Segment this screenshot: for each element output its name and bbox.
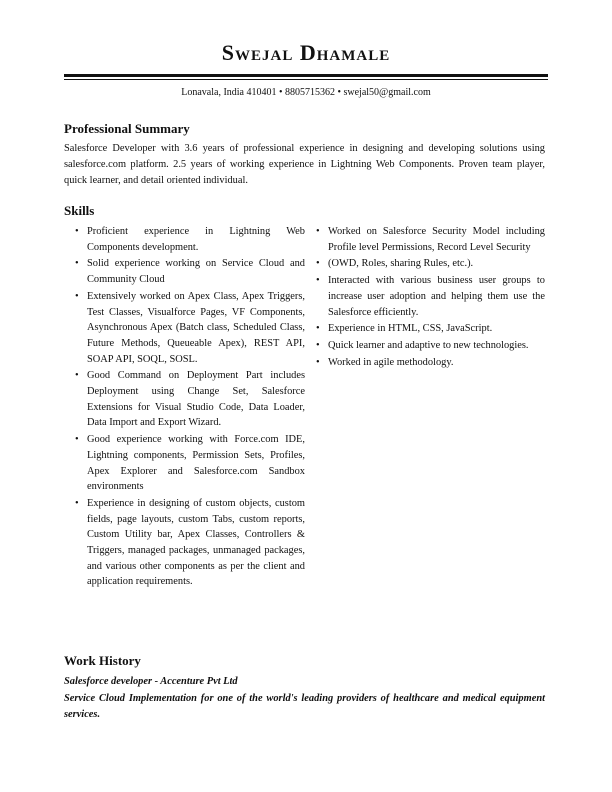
bullet-icon: • bbox=[316, 323, 320, 335]
skill-text: Proficient experience in Lightning Web Components development. bbox=[87, 226, 305, 253]
bullet-icon: • bbox=[316, 258, 320, 270]
bullet-icon: • bbox=[75, 497, 79, 509]
candidate-name: Swejal Dhamale bbox=[221, 40, 391, 65]
skill-text: Quick learner and adaptive to new technologies. bbox=[328, 339, 529, 351]
skill-text: Extensively worked on Apex Class, Apex Triggers, Test Classes, Visualforce Pages, VF Components, Asynchronous Apex (Batch class, Scheduled Class, Future Methods, Queueable Apex), REST API, SOAP API, SOQL, SOSL. bbox=[87, 290, 305, 365]
skill-text: Good Command on Deployment Part includes Deployment using Change Set, Salesforce Extensions for Visual Studio Code, Data Loader, Data Import and Export Wizard. bbox=[87, 370, 305, 429]
bullet-icon: • bbox=[75, 258, 79, 270]
skill-item bbox=[75, 224, 305, 255]
skills-list-right bbox=[316, 224, 545, 370]
skill-text: Interacted with various business user groups to increase user adoption and helping them use the Salesforce efficiently. bbox=[328, 275, 545, 318]
bullet-icon: • bbox=[75, 434, 79, 446]
skill-item bbox=[316, 256, 545, 272]
bullet-icon: • bbox=[316, 275, 320, 287]
skill-text: Worked on Salesforce Security Model including Profile level Permissions, Record Level Security bbox=[328, 226, 545, 253]
skill-text: Solid experience working on Service Cloud and Community Cloud bbox=[87, 258, 305, 286]
job-title: Salesforce developer - Accenture Pvt Ltd bbox=[64, 676, 238, 687]
summary-text: Salesforce Developer with 3.6 years of professional experience in designing and developing solutions using salesforce.com platform. 2.5 years of working experience in Lightning Web Components. Proven team player, quick learner, and detail oriented individual. bbox=[64, 143, 545, 186]
skill-text: (OWD, Roles, sharing Rules, etc.). bbox=[328, 258, 474, 270]
bullet-icon: • bbox=[75, 226, 79, 237]
skill-text: Experience in HTML, CSS, JavaScript. bbox=[328, 323, 493, 335]
bullet-icon: • bbox=[316, 356, 320, 368]
skill-item bbox=[75, 289, 305, 368]
skill-item bbox=[316, 321, 545, 337]
bullet-icon: • bbox=[75, 370, 79, 382]
bullet-icon: • bbox=[75, 290, 79, 302]
header-rule-thin bbox=[64, 79, 548, 80]
header-rule-thick bbox=[64, 74, 548, 77]
skills-heading: Skills bbox=[64, 203, 95, 218]
skill-item bbox=[316, 273, 545, 320]
skill-item bbox=[75, 432, 305, 495]
work-history-heading: Work History bbox=[64, 653, 141, 668]
skill-item bbox=[75, 368, 305, 431]
project-description: Service Cloud Implementation for one of the world's leading providers of healthcare and medical equipment services. bbox=[64, 693, 545, 720]
skill-item bbox=[75, 256, 305, 287]
skill-text: Worked in agile methodology. bbox=[328, 356, 454, 368]
skills-list-left bbox=[75, 224, 305, 590]
skill-text: Good experience working with Force.com IDE, Lightning components, Permission Sets, Profiles, Apex Explorer and Salesforce.com Sandbox environments bbox=[87, 434, 305, 493]
skill-item bbox=[316, 224, 545, 255]
contact-line: Lonavala, India 410401 • 8805715362 • swejal50@gmail.com bbox=[181, 87, 431, 98]
skill-item bbox=[316, 338, 545, 354]
skill-text: Experience in designing of custom objects, custom fields, page layouts, custom Tabs, custom reports, Custom Utility bar, Apex Classes, Controllers & Triggers, managed packages, unmanaged packages, and various other components as per the client and application requirements. bbox=[87, 497, 305, 588]
skills-column-right bbox=[316, 224, 545, 371]
summary-heading: Professional Summary bbox=[64, 121, 190, 136]
bullet-icon: • bbox=[316, 339, 320, 351]
bullet-icon: • bbox=[316, 226, 320, 237]
skill-item bbox=[75, 496, 305, 590]
skill-item bbox=[316, 355, 545, 371]
skills-column-left bbox=[75, 224, 305, 591]
